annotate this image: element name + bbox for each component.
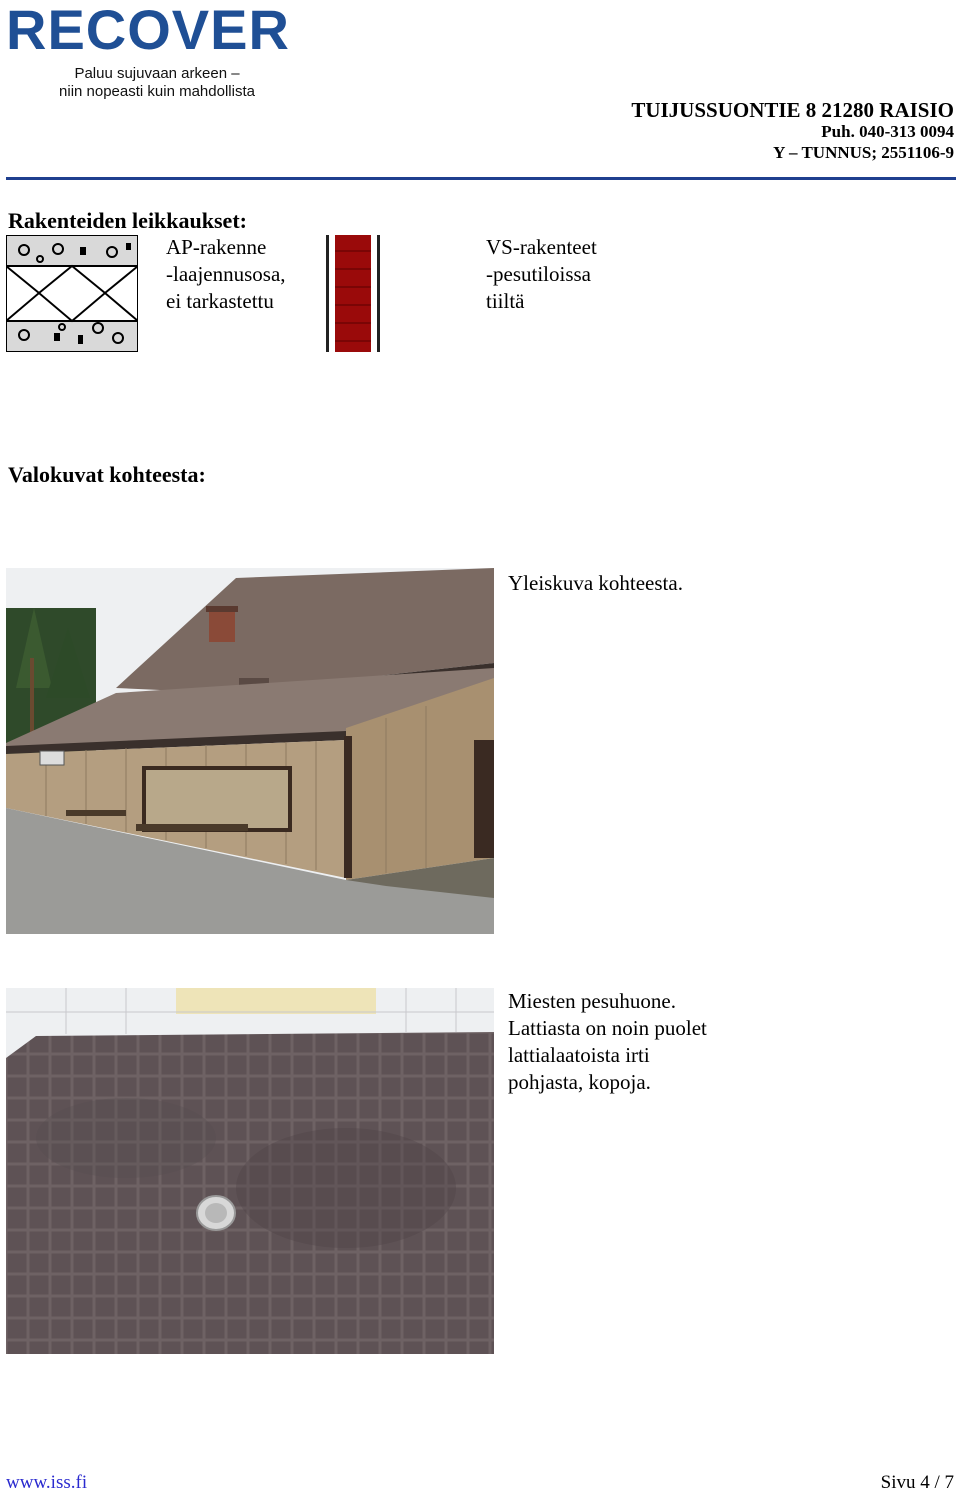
legend-vs-line2: -pesutiloissa (486, 262, 591, 286)
website-link[interactable]: www.iss.fi (6, 1472, 88, 1493)
company-info (631, 100, 954, 163)
photo1-caption-line1: Yleiskuva kohteesta. (508, 571, 683, 595)
photo2-caption (508, 988, 707, 1096)
legend-vs-line3: tiiltä (486, 289, 525, 313)
legend-ap-line1: AP-rakenne (166, 235, 267, 259)
legend-ap-line2: -laajennusosa, (166, 262, 286, 286)
tagline-line1: Paluu sujuvaan arkeen – (74, 65, 240, 82)
tagline-line2: niin nopeasti kuin mahdollista (59, 83, 255, 100)
logo-text: RECOVER (6, 0, 290, 61)
photos-title: Valokuvat kohteesta: (8, 462, 206, 487)
logo (6, 0, 290, 61)
building-exterior-photo (6, 568, 494, 934)
company-address: TUIJUSSUONTIE 8 21280 RAISIO (631, 98, 954, 122)
shower-floor-photo (6, 988, 494, 1354)
legend-vs-line1: VS-rakenteet (486, 235, 597, 259)
vs-structure-swatch (326, 235, 380, 352)
photo1-caption (508, 570, 683, 597)
footer-website[interactable] (6, 1472, 87, 1494)
ap-structure-swatch (6, 235, 138, 352)
legend-ap-line3: ei tarkastettu (166, 289, 274, 313)
company-phone: Puh. 040-313 0094 (821, 122, 954, 141)
photo2-caption-line4: pohjasta, kopoja. (508, 1070, 651, 1094)
photo2-caption-line3: lattialaatoista irti (508, 1043, 650, 1067)
logo-tagline (44, 65, 270, 101)
company-business-id: Y – TUNNUS; 2551106-9 (773, 143, 954, 162)
photo2-caption-line2: Lattiasta on noin puolet (508, 1016, 707, 1040)
structures-title: Rakenteiden leikkaukset: (8, 208, 247, 233)
legend-vs (486, 234, 597, 315)
header-divider (6, 177, 956, 180)
photo2-caption-line1: Miesten pesuhuone. (508, 989, 676, 1013)
legend-ap (166, 234, 286, 315)
page-number: Sivu 4 / 7 (880, 1472, 954, 1493)
